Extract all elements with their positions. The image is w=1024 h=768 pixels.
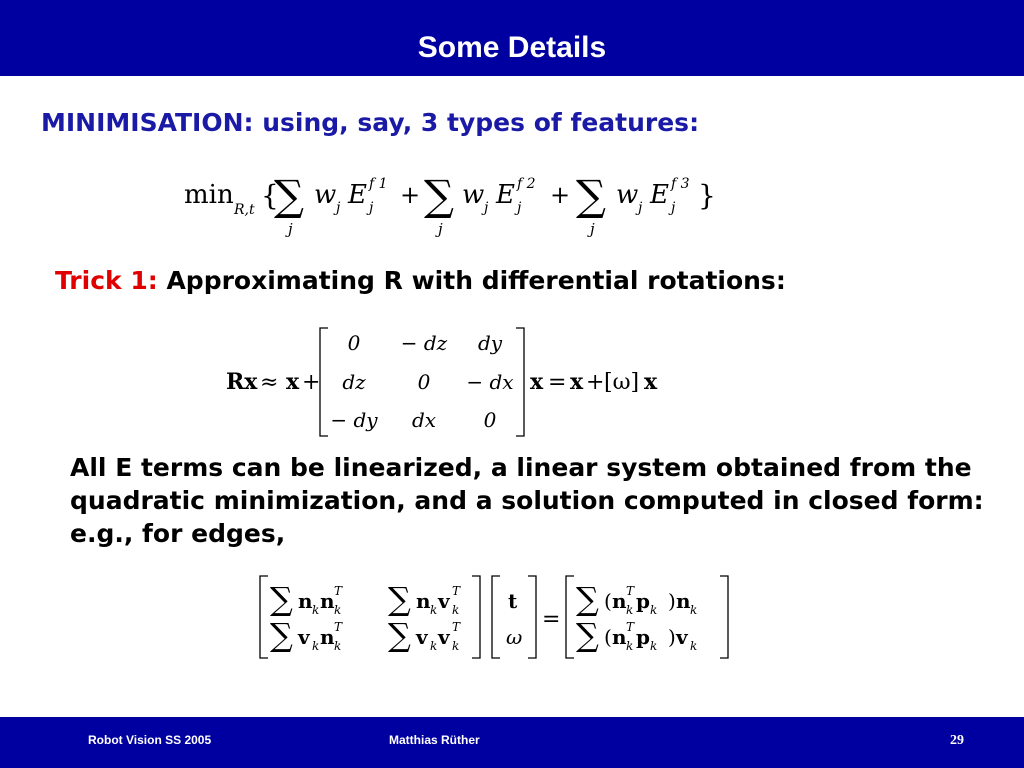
k-index: k	[334, 639, 342, 653]
matrix-right-bracket	[516, 328, 524, 436]
omega-skew: [ω]	[604, 370, 640, 395]
trick-text: Approximating R with differential rotations:	[157, 266, 786, 295]
bracket	[566, 576, 574, 658]
k-index: k	[312, 603, 320, 617]
v-vector: v	[438, 625, 450, 649]
k-index: k	[452, 639, 460, 653]
transpose-mark: T	[626, 584, 635, 598]
k-index: k	[690, 639, 698, 653]
footer-author: Matthias Rüther	[389, 733, 480, 747]
sum-symbol: ∑	[274, 171, 304, 220]
x-vector: x	[286, 369, 300, 395]
matrix-cell: − dz	[400, 331, 448, 355]
weight: w	[616, 180, 639, 210]
v-vector: v	[416, 625, 428, 649]
sum-symbol: ∑	[388, 616, 411, 654]
transpose-mark: T	[452, 584, 461, 598]
sum-symbol: ∑	[576, 171, 606, 220]
energy-subscript: j	[671, 200, 676, 216]
k-index: k	[430, 603, 438, 617]
paren-open: (	[604, 589, 612, 613]
weight-subscript: j	[484, 200, 489, 216]
matrix-cell: dx	[411, 408, 437, 432]
matrix-cell: dy	[477, 331, 503, 355]
n-vector: n	[612, 589, 627, 613]
n-vector: n	[320, 625, 335, 649]
linearization-paragraph: All E terms can be linearized, a linear system obtained from the quadratic minimization, and a solution computed in closed form: e.g., for edges,	[70, 453, 984, 548]
k-index: k	[626, 603, 634, 617]
equals-sign: =	[542, 607, 561, 632]
sum-symbol: ∑	[576, 580, 599, 618]
sum-symbol: ∑	[424, 171, 454, 220]
energy: E	[496, 180, 515, 210]
bracket	[472, 576, 480, 658]
equals-sign: =	[548, 370, 567, 395]
slide-title: Some Details	[417, 31, 607, 64]
minimisation-keyword: MINIMISATION	[41, 108, 244, 137]
energy: E	[348, 180, 367, 210]
transpose-mark: T	[334, 584, 343, 598]
n-vector: n	[612, 625, 627, 649]
v-vector: v	[676, 625, 688, 649]
trick-heading	[55, 266, 786, 295]
sum-index: j	[590, 220, 595, 238]
p-vector: p	[636, 625, 650, 649]
transpose-mark: T	[452, 620, 461, 634]
v-vector: v	[438, 589, 450, 613]
sum-symbol: ∑	[388, 580, 411, 618]
k-index: k	[650, 603, 658, 617]
x-vector: x	[530, 369, 544, 395]
plus-sign: +	[400, 181, 421, 209]
plus-sign: +	[302, 370, 321, 395]
k-index: k	[452, 603, 460, 617]
minimisation-equation	[170, 162, 730, 242]
n-vector: n	[416, 589, 431, 613]
omega-vector: ω	[506, 625, 523, 649]
min-subscript: R,t	[234, 202, 255, 218]
weight-subscript: j	[336, 200, 341, 216]
transpose-mark: T	[334, 620, 343, 634]
matrix-cell: − dy	[330, 408, 378, 432]
matrix-cell: 0	[483, 408, 497, 432]
weight-subscript: j	[638, 200, 643, 216]
v-vector: v	[298, 625, 310, 649]
n-vector: n	[298, 589, 313, 613]
matrix-cell: − dx	[466, 370, 514, 394]
sum-symbol: ∑	[270, 616, 293, 654]
k-index: k	[626, 639, 634, 653]
page-number: 29	[950, 733, 964, 748]
transpose-mark: T	[626, 620, 635, 634]
brace-open: {	[261, 179, 279, 212]
matrix-cell: dz	[342, 370, 366, 394]
energy: E	[650, 180, 669, 210]
minimisation-heading	[41, 108, 699, 137]
matrix-left-bracket	[320, 328, 328, 436]
paren-close: )	[668, 589, 676, 613]
k-index: k	[690, 603, 698, 617]
edge-system-equation	[256, 570, 736, 666]
paren-close: )	[668, 625, 676, 649]
k-index: k	[334, 603, 342, 617]
feature-superscript: f 1	[369, 176, 388, 192]
sum-index: j	[438, 220, 443, 238]
footer-course: Robot Vision SS 2005	[88, 733, 212, 747]
x-vector: x	[644, 369, 658, 395]
n-vector: n	[676, 589, 691, 613]
p-vector: p	[636, 589, 650, 613]
weight: w	[314, 180, 337, 210]
plus-sign: +	[550, 181, 571, 209]
sum-index: j	[288, 220, 293, 238]
trick-keyword: Trick 1:	[55, 266, 158, 295]
n-vector: n	[320, 589, 335, 613]
rotation-equation	[220, 322, 670, 442]
t-vector: t	[508, 589, 518, 613]
k-index: k	[430, 639, 438, 653]
bracket	[528, 576, 536, 658]
feature-superscript: f 2	[517, 176, 536, 192]
k-index: k	[650, 639, 658, 653]
energy-subscript: j	[369, 200, 374, 216]
approx-sign: ≈	[260, 370, 279, 395]
x-vector: x	[570, 369, 584, 395]
energy-subscript: j	[517, 200, 522, 216]
weight: w	[462, 180, 485, 210]
sum-symbol: ∑	[576, 616, 599, 654]
rx-lhs: Rx	[226, 369, 258, 395]
sum-symbol: ∑	[270, 580, 293, 618]
k-index: k	[312, 639, 320, 653]
bracket	[720, 576, 728, 658]
minimisation-text: : using, say, 3 types of features:	[243, 108, 700, 137]
brace-close: }	[698, 179, 716, 212]
paren-open: (	[604, 625, 612, 649]
feature-superscript: f 3	[671, 176, 690, 192]
matrix-cell: 0	[347, 331, 361, 355]
bracket	[492, 576, 500, 658]
matrix-cell: 0	[417, 370, 431, 394]
bracket	[260, 576, 268, 658]
min-operator: min	[184, 180, 234, 210]
plus-sign: +	[586, 370, 605, 395]
